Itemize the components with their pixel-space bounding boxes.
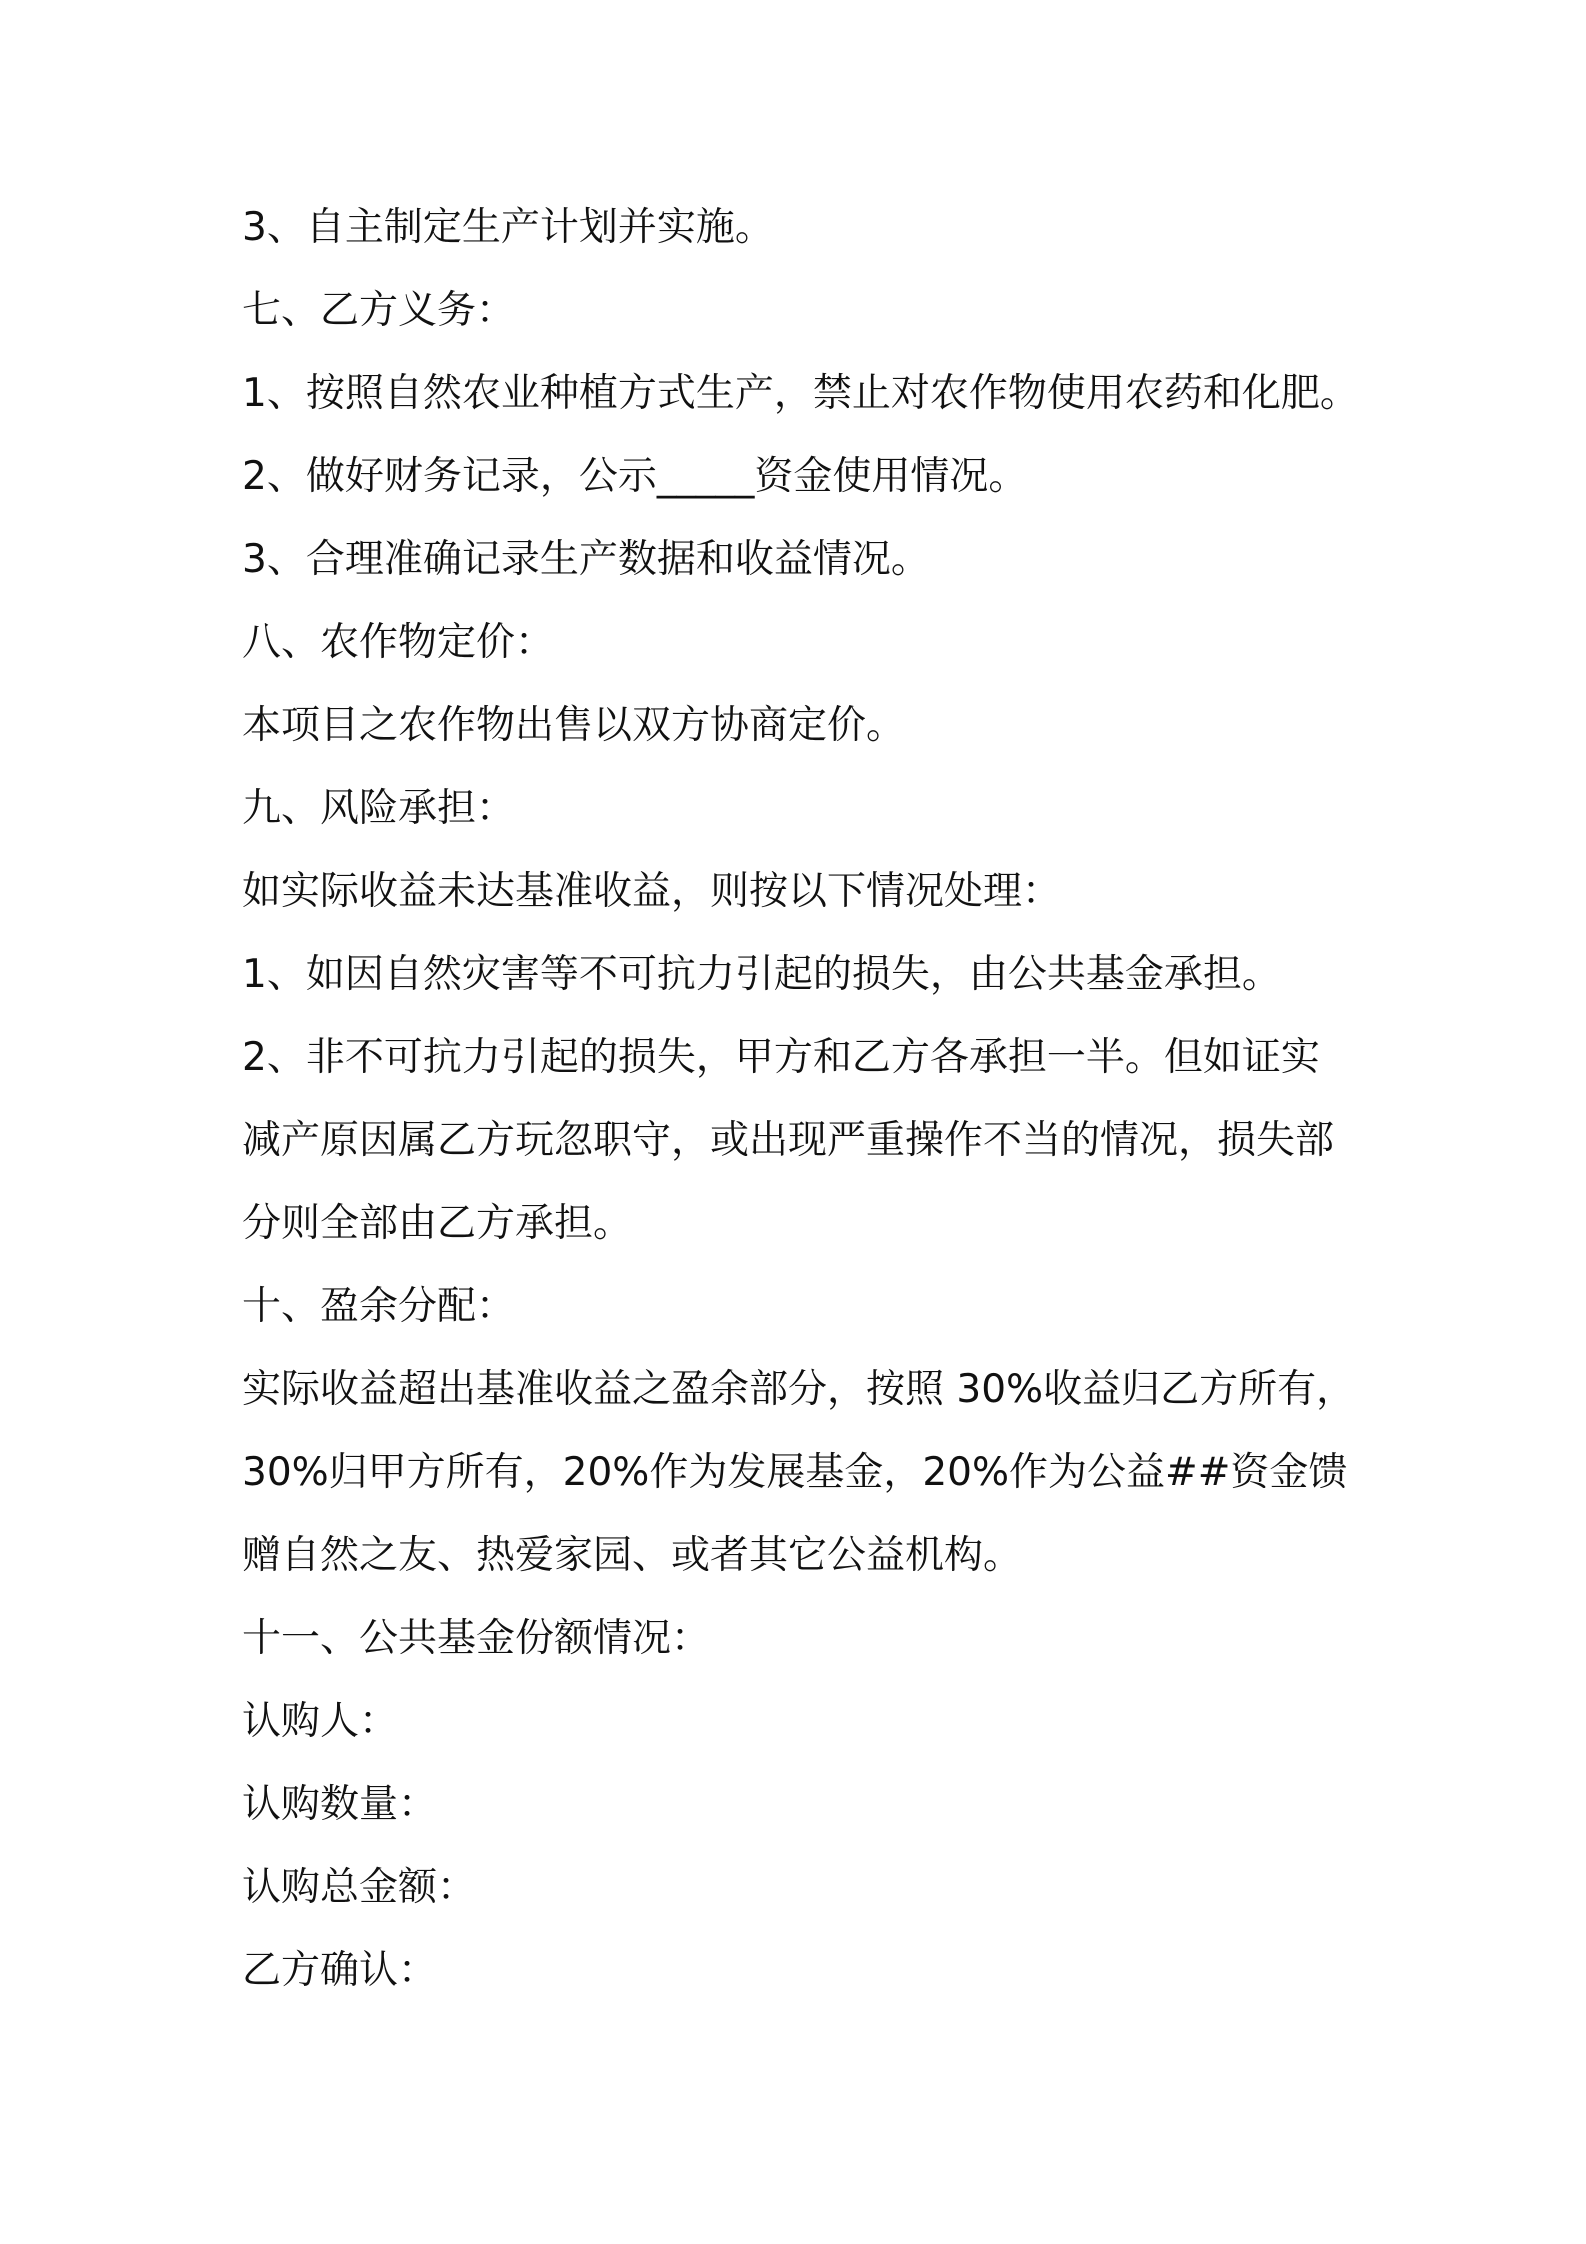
risk-item-2-line-1: 2、非不可抗力引起的损失，甲方和乙方各承担一半。但如证实 [242, 1035, 1320, 1080]
obligation-2-financial-records: 2、做好财务记录，公示_____资金使用情况。 [242, 454, 1028, 499]
risk-item-2-line-2: 减产原因属乙方玩忽职守，或出现严重操作不当的情况，损失部 [242, 1118, 1335, 1163]
obligation-1-natural-farming: 1、按照自然农业种植方式生产，禁止对农作物使用农药和化肥。 [242, 371, 1359, 416]
section-heading-9-risk-bearing: 九、风险承担： [242, 786, 516, 831]
section-heading-8-crop-pricing: 八、农作物定价： [242, 620, 555, 665]
subscription-quantity-label: 认购数量： [242, 1782, 438, 1827]
crop-pricing-text: 本项目之农作物出售以双方协商定价。 [242, 703, 906, 748]
risk-bearing-intro: 如实际收益未达基准收益，则按以下情况处理： [242, 869, 1062, 914]
subscriber-label: 认购人： [242, 1699, 399, 1744]
surplus-text-line-3: 赠自然之友、热爱家园、或者其它公益机构。 [242, 1533, 1023, 1578]
subscription-total-amount-label: 认购总金额： [242, 1865, 477, 1910]
section-heading-7-party-b-obligations: 七、乙方义务： [242, 288, 516, 333]
surplus-text-line-1: 实际收益超出基准收益之盈余部分，按照 30%收益归乙方所有， [242, 1367, 1356, 1412]
surplus-text-line-2: 30%归甲方所有，20%作为发展基金，20%作为公益##资金馈 [242, 1450, 1348, 1495]
risk-item-1-force-majeure: 1、如因自然灾害等不可抗力引起的损失，由公共基金承担。 [242, 952, 1281, 997]
clause-7-3-self-planning: 3、自主制定生产计划并实施。 [242, 205, 774, 250]
party-b-confirmation-label: 乙方确认： [242, 1948, 438, 1993]
section-heading-10-surplus-distribution: 十、盈余分配： [242, 1284, 516, 1329]
section-heading-11-public-fund-shares: 十一、公共基金份额情况： [242, 1616, 711, 1661]
obligation-3-production-records: 3、合理准确记录生产数据和收益情况。 [242, 537, 930, 582]
risk-item-2-line-3: 分则全部由乙方承担。 [242, 1201, 633, 1246]
